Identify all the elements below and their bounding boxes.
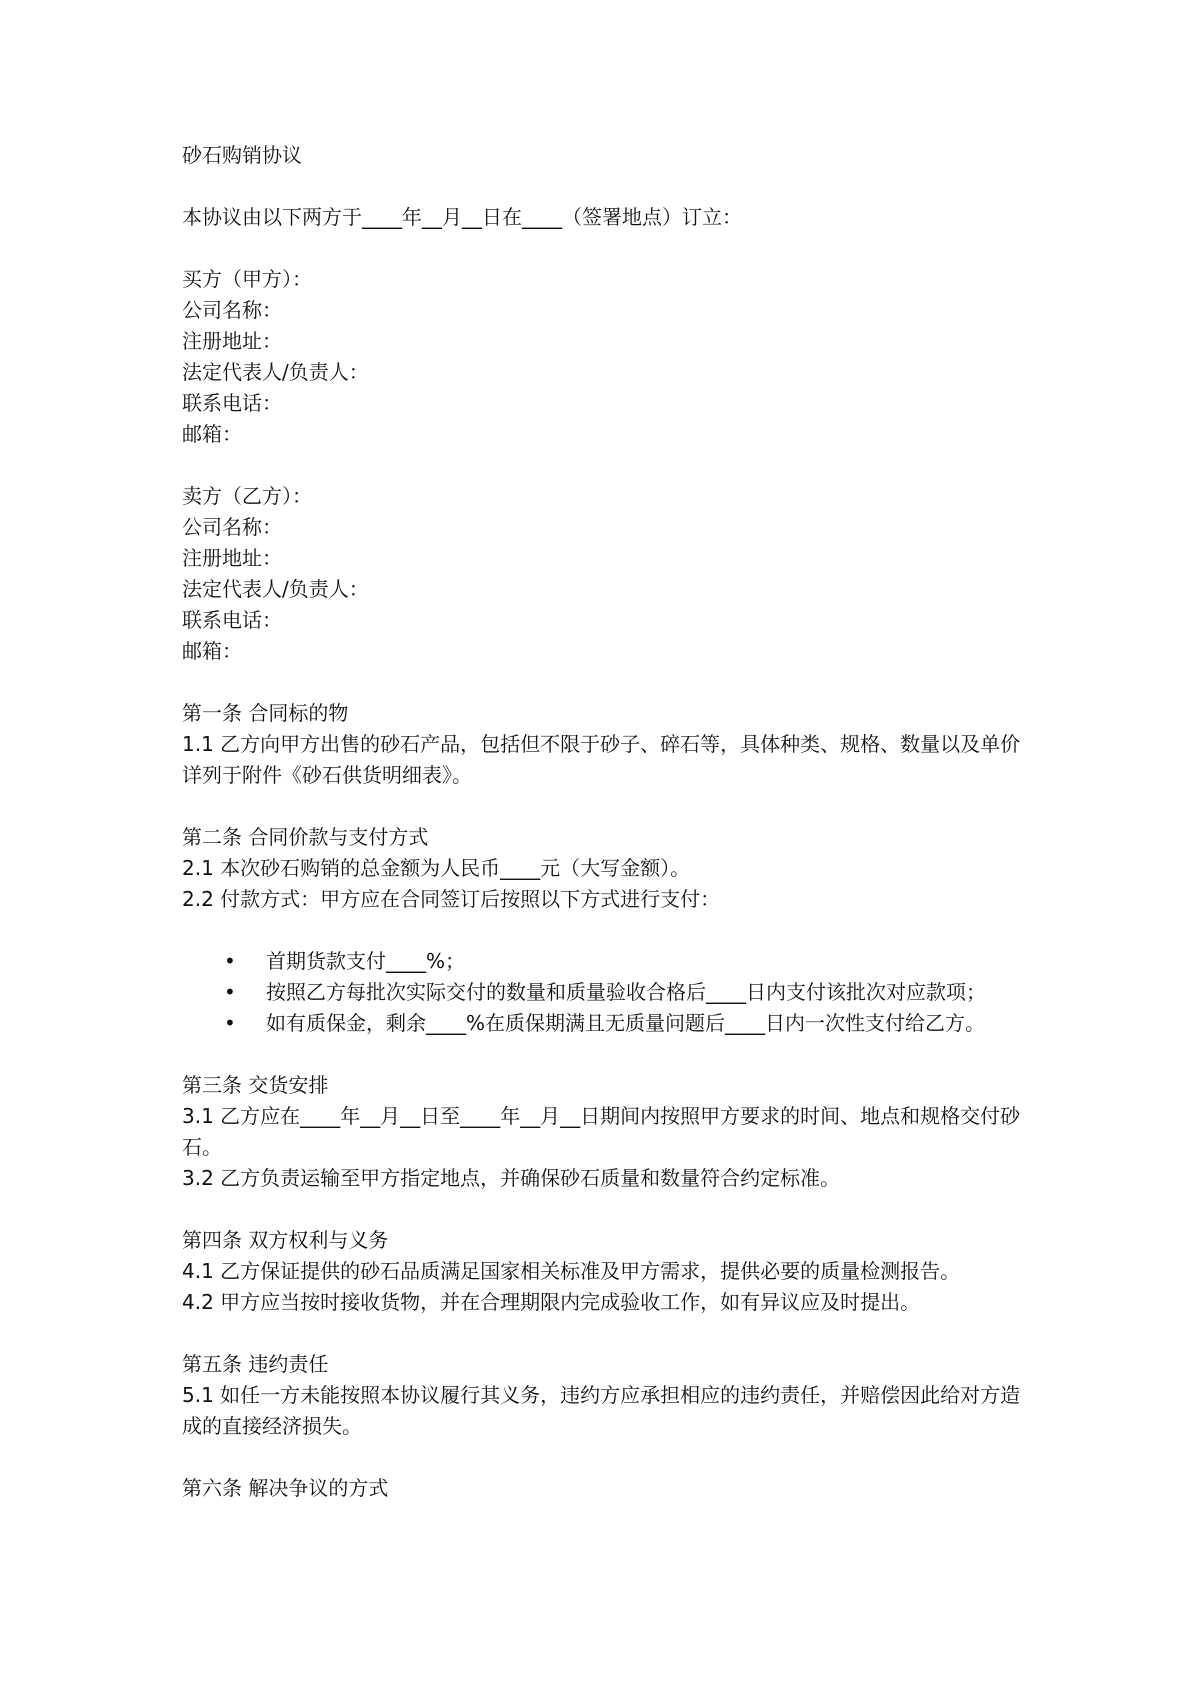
article-1-heading: 第一条 合同标的物 [182, 701, 349, 725]
payment-terms-list [182, 946, 1022, 1039]
article-3 [182, 1070, 1022, 1194]
intro-line: 本协议由以下两方于____年__月__日在____（签署地点）订立： [182, 205, 742, 229]
clause-3-1: 3.1 乙方应在____年__月__日至____年__月__日期间内按照甲方要求的时间、地点和规格交付砂石。 [182, 1104, 1021, 1159]
buyer-phone: 联系电话： [182, 391, 282, 415]
buyer-legal-representative: 法定代表人/负责人： [182, 360, 369, 384]
article-6 [182, 1473, 1022, 1504]
contract-document [182, 140, 1022, 1504]
article-1 [182, 698, 1022, 791]
seller-registered-address: 注册地址： [182, 546, 282, 570]
list-item [182, 1008, 1022, 1039]
spacer [182, 1194, 1022, 1225]
article-5 [182, 1349, 1022, 1442]
list-item-text: 首期货款支付____%； [266, 949, 466, 973]
spacer [182, 1039, 1022, 1070]
article-2-heading: 第二条 合同价款与支付方式 [182, 825, 429, 849]
article-2 [182, 822, 1022, 1039]
spacer [182, 667, 1022, 698]
bullet-icon: • [224, 980, 236, 1004]
spacer [182, 915, 1022, 946]
list-item [182, 977, 1022, 1008]
spacer [182, 233, 1022, 264]
spacer [182, 450, 1022, 481]
clause-2-2: 2.2 付款方式：甲方应在合同签订后按照以下方式进行支付： [182, 887, 721, 911]
clause-3-2: 3.2 乙方负责运输至甲方指定地点，并确保砂石质量和数量符合约定标准。 [182, 1166, 841, 1190]
buyer-registered-address: 注册地址： [182, 329, 282, 353]
spacer [182, 171, 1022, 202]
article-6-heading: 第六条 解决争议的方式 [182, 1476, 389, 1500]
clause-1-1: 1.1 乙方向甲方出售的砂石产品，包括但不限于砂子、碎石等，具体种类、规格、数量以及单价详列于附件《砂石供货明细表》。 [182, 732, 1021, 787]
seller-company-name: 公司名称： [182, 515, 282, 539]
clause-5-1: 5.1 如任一方未能按照本协议履行其义务，违约方应承担相应的违约责任，并赔偿因此给对方造成的直接经济损失。 [182, 1383, 1021, 1438]
article-4 [182, 1225, 1022, 1318]
spacer [182, 1442, 1022, 1473]
seller-section [182, 481, 1022, 667]
seller-email: 邮箱： [182, 639, 242, 663]
buyer-company-name: 公司名称： [182, 298, 282, 322]
clause-4-1: 4.1 乙方保证提供的砂石品质满足国家相关标准及甲方需求，提供必要的质量检测报告。 [182, 1259, 961, 1283]
article-4-heading: 第四条 双方权利与义务 [182, 1228, 389, 1252]
spacer [182, 1318, 1022, 1349]
seller-legal-representative: 法定代表人/负责人： [182, 577, 369, 601]
seller-phone: 联系电话： [182, 608, 282, 632]
seller-heading: 卖方（乙方）： [182, 484, 312, 508]
list-item [182, 946, 1022, 977]
list-item-text: 如有质保金，剩余____%在质保期满且无质量问题后____日内一次性支付给乙方。 [266, 1011, 986, 1035]
article-5-heading: 第五条 违约责任 [182, 1352, 329, 1376]
spacer [182, 791, 1022, 822]
document-title: 砂石购销协议 [182, 143, 302, 167]
list-item-text: 按照乙方每批次实际交付的数量和质量验收合格后____日内支付该批次对应款项； [266, 980, 986, 1004]
buyer-heading: 买方（甲方）： [182, 267, 312, 291]
buyer-section [182, 264, 1022, 450]
bullet-icon: • [224, 949, 236, 973]
clause-4-2: 4.2 甲方应当按时接收货物，并在合理期限内完成验收工作，如有异议应及时提出。 [182, 1290, 921, 1314]
buyer-email: 邮箱： [182, 422, 242, 446]
clause-2-1: 2.1 本次砂石购销的总金额为人民币____元（大写金额）。 [182, 856, 691, 880]
article-3-heading: 第三条 交货安排 [182, 1073, 329, 1097]
bullet-icon: • [224, 1011, 236, 1035]
